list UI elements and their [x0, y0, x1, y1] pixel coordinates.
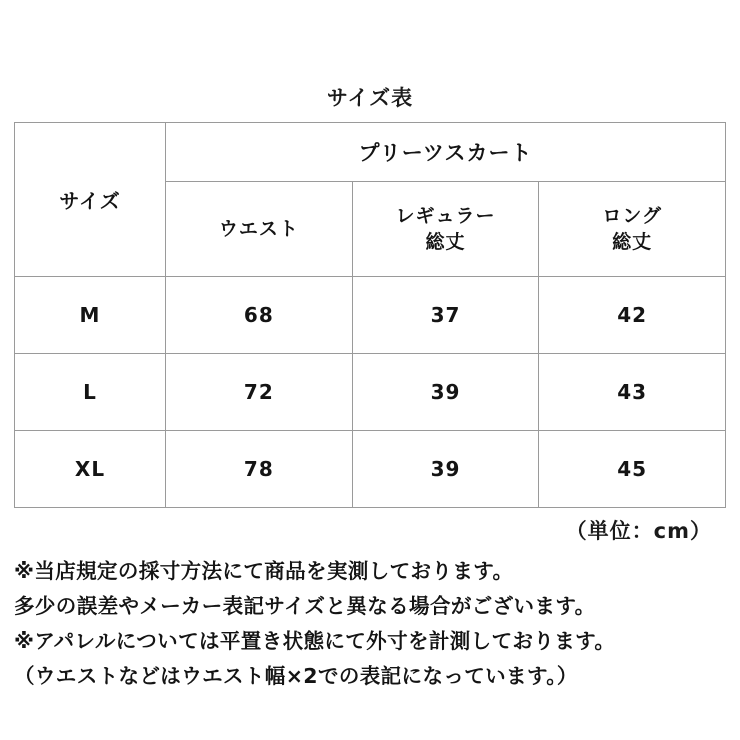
row-waist: 68	[166, 277, 353, 354]
row-regular: 39	[352, 354, 539, 431]
row-long: 45	[539, 431, 726, 508]
header-regular-line1: レギュラー	[395, 204, 496, 227]
header-group-pleated-skirt: プリーツスカート	[166, 123, 726, 182]
row-regular: 39	[352, 431, 539, 508]
header-long-line2: 総丈	[612, 231, 653, 253]
row-size: L	[15, 354, 166, 431]
note-line-2: 多少の誤差やメーカー表記サイズと異なる場合がございます。	[14, 594, 596, 619]
header-regular-length	[352, 182, 539, 277]
note-line-1: ※当店規定の採寸方法にて商品を実測しております。	[14, 559, 514, 583]
notes-block	[14, 556, 730, 697]
header-long-line1: ロング	[602, 204, 662, 227]
header-regular-line2: 総丈	[425, 231, 466, 253]
header-size: サイズ	[15, 123, 166, 277]
row-size: M	[15, 277, 166, 354]
row-size: XL	[15, 431, 166, 508]
header-waist-line1: ウエスト	[218, 217, 299, 240]
header-waist	[166, 182, 353, 277]
row-long: 43	[539, 354, 726, 431]
row-regular: 37	[352, 277, 539, 354]
page-title: サイズ表	[326, 86, 414, 110]
table-row	[15, 277, 726, 354]
unit-note: （単位：cm）	[565, 519, 712, 543]
table-header-row-group	[15, 123, 726, 182]
row-waist: 72	[166, 354, 353, 431]
note-line-4: （ウエストなどはウエスト幅×2での表記になっています。）	[14, 664, 578, 689]
note-line-3: ※アパレルについては平置き状態にて外寸を計測しております。	[14, 629, 616, 654]
header-long-length	[539, 182, 726, 277]
table-row	[15, 354, 726, 431]
size-table	[14, 122, 726, 508]
row-long: 42	[539, 277, 726, 354]
row-waist: 78	[166, 431, 353, 508]
table-row	[15, 431, 726, 508]
